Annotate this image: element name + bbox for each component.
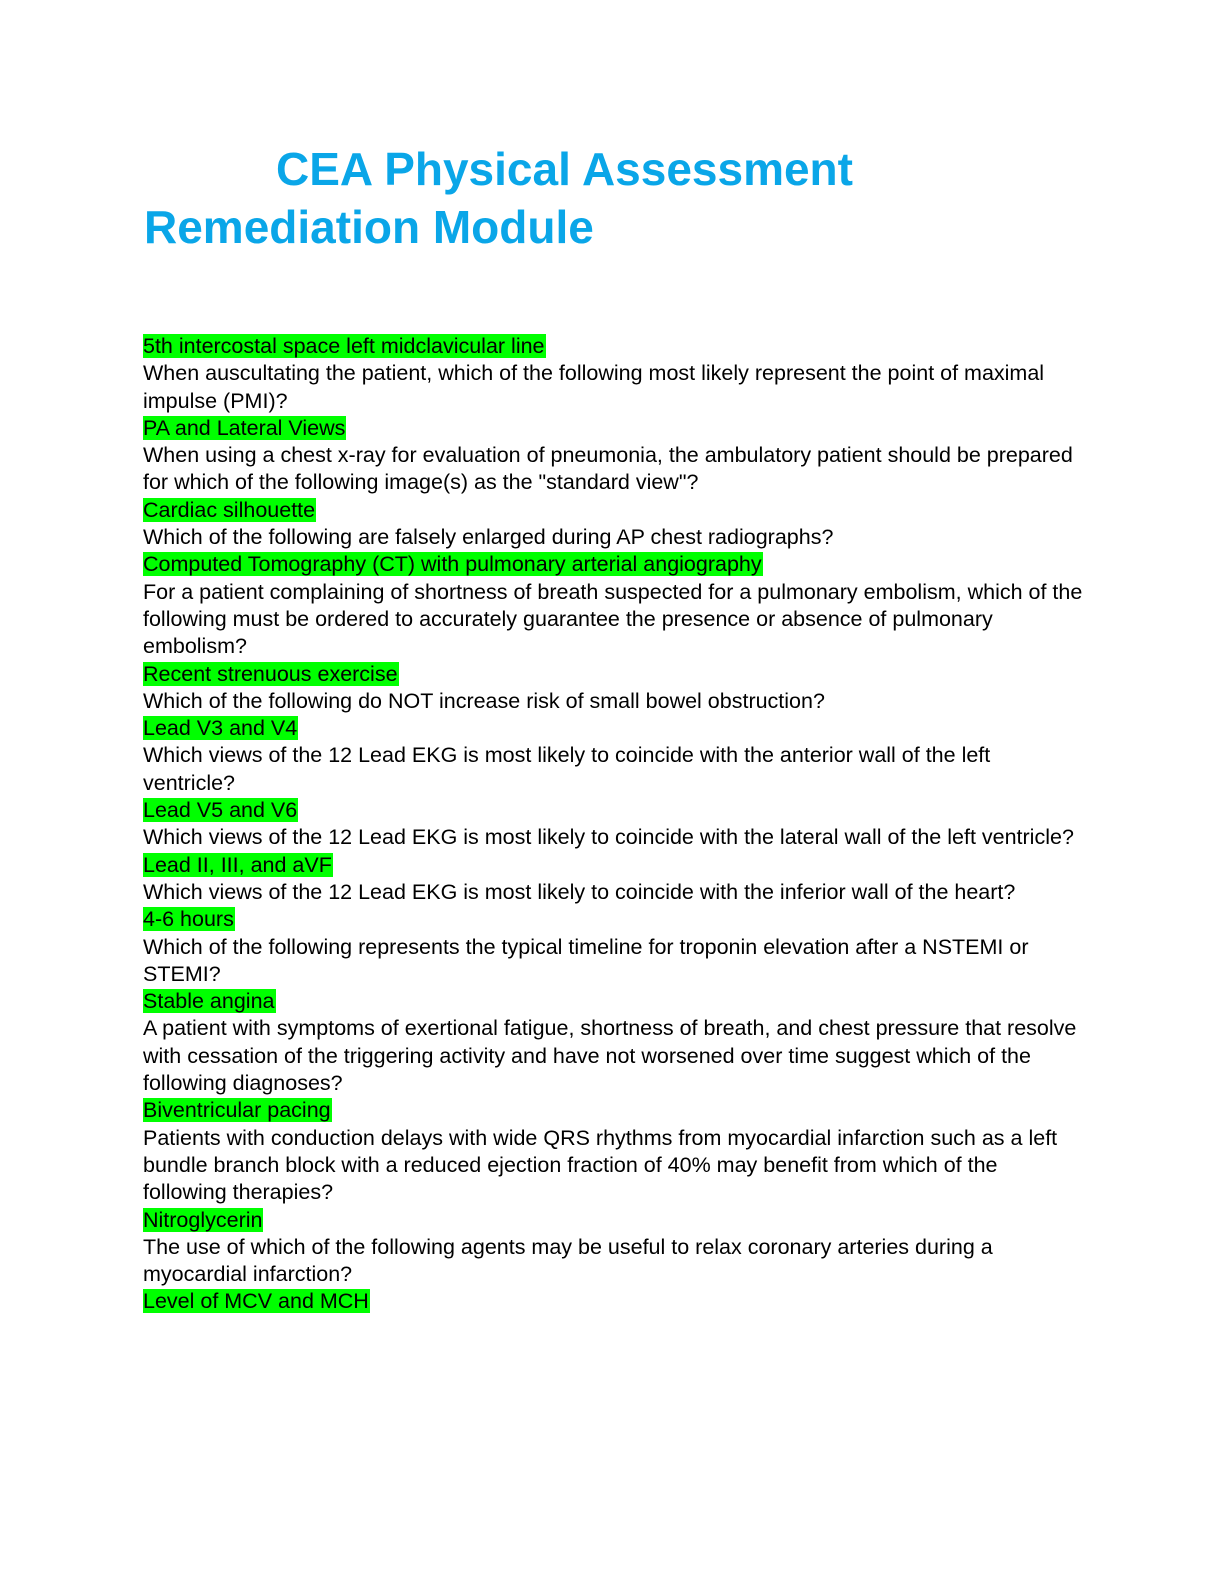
question-text: Which of the following do NOT increase risk of small bowel obstruction?	[143, 688, 825, 713]
qa-list	[143, 333, 1083, 1316]
highlighted-answer: Computed Tomography (CT) with pulmonary arterial angiography	[143, 552, 762, 577]
highlighted-answer: 5th intercostal space left midclavicular line	[143, 334, 545, 358]
qa-entry	[143, 852, 1083, 907]
qa-entry	[143, 551, 1083, 660]
question-text: Which views of the 12 Lead EKG is most likely to coincide with the lateral wall of the left ventricle?	[143, 825, 1074, 850]
question-text: Patients with conduction delays with wide QRS rhythms from myocardial infarction such as a left bundle branch block with a reduced ejection fraction of 40% may benefit from which of the following therapies?	[143, 1125, 1058, 1205]
highlighted-answer: Lead II, III, and aVF	[143, 852, 332, 877]
qa-entry	[143, 1288, 1083, 1315]
qa-entry	[143, 988, 1083, 1097]
question-text: Which of the following are falsely enlarged during AP chest radiographs?	[143, 525, 834, 550]
title-line-2: Remediation Module	[144, 201, 594, 253]
title-line-1: CEA Physical Assessment	[276, 143, 853, 195]
question-text: For a patient complaining of shortness of breath suspected for a pulmonary embolism, which of the following must be ordered to accurately guarantee the presence or absence of pulmonary embolism?	[143, 579, 1083, 659]
highlighted-answer: Stable angina	[143, 989, 275, 1014]
question-text: Which of the following represents the typical timeline for troponin elevation after a NSTEMI or STEMI?	[143, 934, 1029, 986]
highlighted-answer: Cardiac silhouette	[143, 497, 316, 522]
qa-entry	[143, 797, 1083, 852]
document-title	[144, 140, 1104, 256]
question-text: The use of which of the following agents may be useful to relax coronary arteries during a myocardial infarction?	[143, 1234, 993, 1287]
highlighted-answer: Lead V3 and V4	[143, 716, 298, 741]
question-text: Which views of the 12 Lead EKG is most likely to coincide with the inferior wall of the heart?	[143, 879, 1016, 904]
highlighted-answer: Lead V5 and V6	[143, 798, 298, 823]
qa-entry	[143, 906, 1083, 988]
highlighted-answer: Biventricular pacing	[143, 1098, 331, 1123]
highlighted-answer: Recent strenuous exercise	[143, 661, 398, 686]
highlighted-answer: 4-6 hours	[143, 907, 234, 932]
qa-entry	[143, 415, 1083, 497]
qa-entry	[143, 1207, 1083, 1289]
question-text: When using a chest x-ray for evaluation of pneumonia, the ambulatory patient should be prepared for which of the following image(s) as the "standard view"?	[143, 443, 1073, 495]
highlighted-answer: Level of MCV and MCH	[143, 1289, 369, 1314]
qa-entry	[143, 497, 1083, 552]
highlighted-answer: Nitroglycerin	[143, 1207, 263, 1232]
qa-entry	[143, 661, 1083, 716]
qa-entry	[143, 715, 1083, 797]
question-text: Which views of the 12 Lead EKG is most likely to coincide with the anterior wall of the left ventricle?	[143, 743, 991, 795]
qa-entry	[143, 1097, 1083, 1206]
question-text: When auscultating the patient, which of the following most likely represent the point of maximal impulse (PMI)?	[143, 361, 1045, 413]
question-text: A patient with symptoms of exertional fatigue, shortness of breath, and chest pressure that resolve with cessation of the triggering activity and have not worsened over time suggest which of the following diagnoses?	[143, 1016, 1077, 1096]
qa-entry	[143, 333, 1083, 415]
highlighted-answer: PA and Lateral Views	[143, 415, 346, 440]
